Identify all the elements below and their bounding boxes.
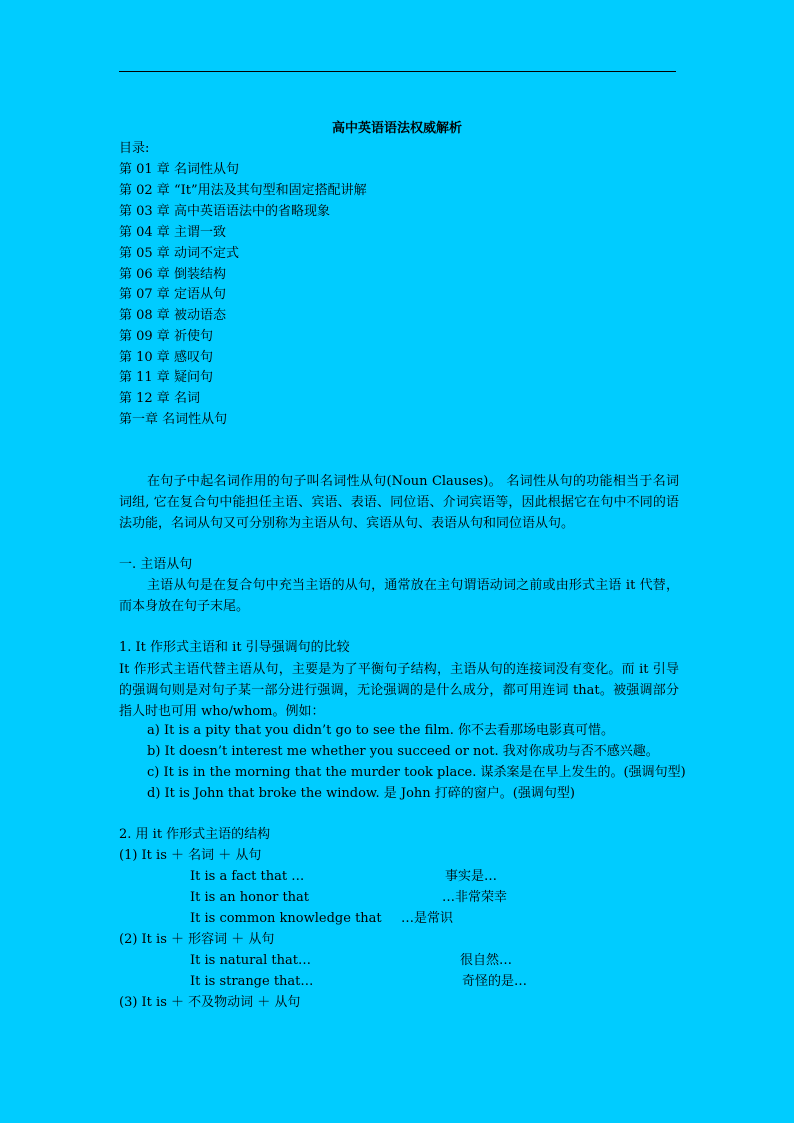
pattern-heading: (3) It is ＋ 不及物动词 ＋ 从句 — [119, 995, 301, 1010]
example-line: d) It is John that broke the window. 是 John 打碎的窗户。(强调句型) — [147, 786, 575, 801]
toc-item: 第 12 章 名词 — [119, 391, 200, 406]
pattern-example-en: It is an honor that — [190, 890, 310, 905]
toc-item: 第 02 章 “It”用法及其句型和固定搭配讲解 — [119, 183, 367, 198]
subsection-heading: 1. It 作形式主语和 it 引导强调句的比较 — [119, 640, 350, 655]
example-line: b) It doesn’t interest me whether you succeed or not. 我对你成功与否不感兴趣。 — [147, 744, 659, 759]
pattern-heading: (1) It is ＋ 名词 ＋ 从句 — [119, 848, 262, 863]
section-paragraph: 主语从句是在复合句中充当主语的从句，通常放在主句谓语动词之前或由形式主语 it 代替，而本身放在句子末尾。 — [119, 578, 679, 614]
toc-item: 第 04 章 主谓一致 — [119, 225, 226, 240]
toc-item: 第 08 章 被动语态 — [119, 308, 226, 323]
subsection-paragraph: It 作形式主语代替主语从句，主要是为了平衡句子结构，主语从句的连接词没有变化。而 it 引导的强调句则是对句子某一部分进行强调，无论强调的是什么成分，都可用连词 that。被强调部分指人时也可用 who/whom。例如： — [119, 662, 679, 719]
pattern-example-en: It is common knowledge that — [190, 911, 382, 926]
toc-item: 第 03 章 高中英语语法中的省略现象 — [119, 204, 330, 219]
pattern-example-zh: 事实是… — [445, 869, 498, 884]
section-heading: 一. 主语从句 — [119, 557, 193, 572]
chapter-heading: 第一章 名词性从句 — [119, 412, 228, 427]
intro-paragraph: 在句子中起名词作用的句子叫名词性从句(Noun Clauses)。 名词性从句的功能相当于名词词组, 它在复合句中能担任主语、宾语、表语、同位语、介词宾语等，因此根据它在句中不同的语法功能，名词从句又可分别称为主语从句、宾语从句、表语从句和同位语从句。 — [119, 474, 679, 531]
pattern-example-en: It is natural that… — [190, 953, 311, 968]
pattern-example-zh: …是常识 — [401, 911, 454, 926]
subsection-heading: 2. 用 it 作形式主语的结构 — [119, 827, 271, 842]
toc-item: 第 09 章 祈使句 — [119, 329, 213, 344]
header-rule — [119, 71, 676, 72]
toc-item: 第 10 章 感叹句 — [119, 350, 213, 365]
example-line: c) It is in the morning that the murder took place. 谋杀案是在早上发生的。(强调句型) — [147, 765, 686, 780]
pattern-heading: (2) It is ＋ 形容词 ＋ 从句 — [119, 932, 275, 947]
pattern-example-en: It is strange that… — [190, 974, 314, 989]
toc-heading: 目录: — [119, 141, 150, 156]
toc-item: 第 11 章 疑问句 — [119, 370, 213, 385]
toc-item: 第 05 章 动词不定式 — [119, 246, 239, 261]
toc-item: 第 06 章 倒装结构 — [119, 267, 226, 282]
pattern-example-zh: …非常荣幸 — [442, 890, 508, 905]
pattern-example-zh: 很自然… — [460, 953, 513, 968]
example-line: a) It is a pity that you didn’t go to see the film. 你不去看那场电影真可惜。 — [147, 723, 615, 738]
pattern-example-zh: 奇怪的是… — [462, 974, 528, 989]
toc-item: 第 07 章 定语从句 — [119, 287, 226, 302]
toc-item: 第 01 章 名词性从句 — [119, 162, 239, 177]
pattern-example-en: It is a fact that … — [190, 869, 305, 884]
document-title: 高中英语语法权威解析 — [331, 121, 462, 136]
